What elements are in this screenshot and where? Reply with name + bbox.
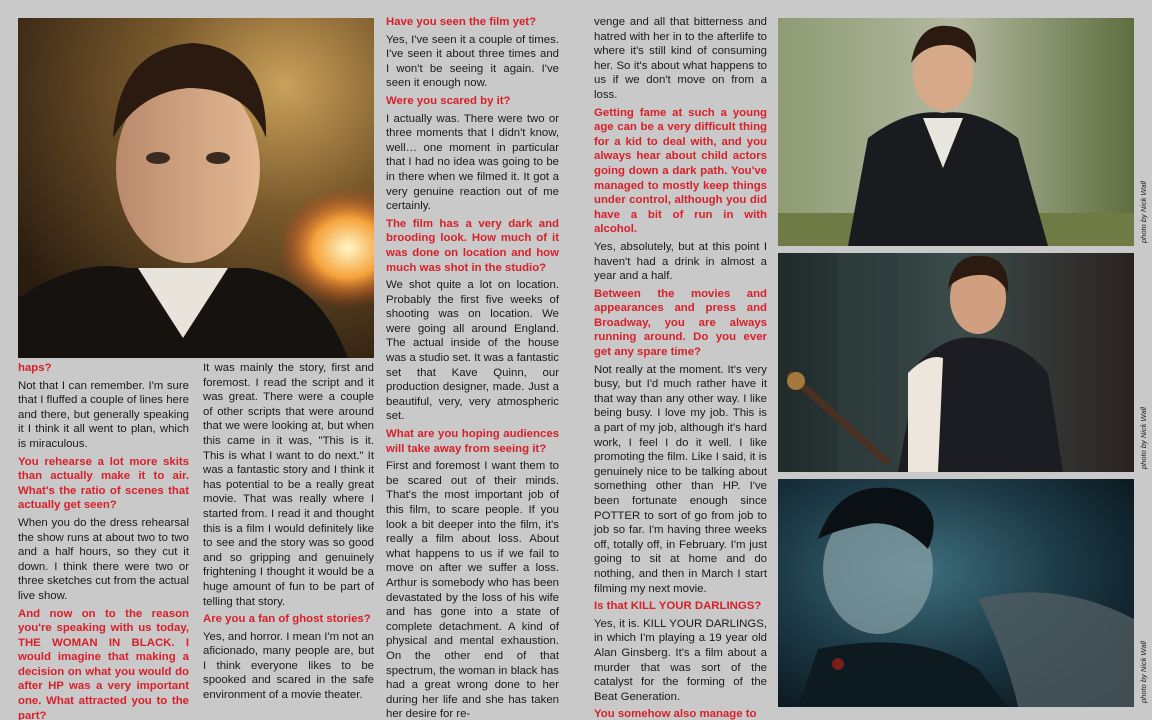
- photo-outdoor: [778, 18, 1134, 246]
- interview-question: You somehow also manage to: [594, 708, 757, 720]
- interview-answer: Yes, absolutely, but at this point I haven't had a drink in almost a year and a half.: [594, 240, 767, 283]
- interview-question: haps?: [18, 362, 52, 374]
- interview-answer: It was mainly the story, first and foremost. I read the script and it was great. There were a couple of other scripts that were around that we were looking at, but when this came in it was, "This is it. This is what I want to do next." It was a fantastic story and I think it has potential to be a really great movie. That was really where I started from. I read it and thought this is a film I would definitely like to see and the story was so good and so gripping and genuinely frightening I thought it would be a huge amount of fun to be part of telling that story.: [203, 362, 374, 608]
- article-column-1: [18, 361, 189, 720]
- interview-answer: When you do the dress rehearsal the show runs at about two to two and a half hours, so they cut it down. I think there were two or three sketches cut from the actual live show.: [18, 516, 189, 602]
- interview-question: What are you hoping audiences will take away from seeing it?: [386, 428, 559, 455]
- interview-answer: Yes, and horror. I mean I'm not an aficionado, many people are, but I think everyone likes to be spooked and scared in the safe environment of a movie theater.: [203, 630, 374, 702]
- photo-credit-2: photo by Nick Wall: [1139, 407, 1148, 469]
- interview-question: And now on to the reason you're speaking with us today, THE WOMAN IN BLACK. I would imagine that making a decision on what you would do after HP was a very important one. What attracted you to the part?: [18, 607, 189, 720]
- interview-question: Getting fame at such a young age can be a very difficult thing for a kid to deal with, and you always hear about child actors going down a dark path. You've managed to mostly keep things under control, although you did have a bit of run in with alcohol.: [594, 106, 767, 236]
- photo-interior: [778, 253, 1134, 472]
- interview-question: Were you scared by it?: [386, 94, 511, 107]
- article-column-4: [594, 15, 767, 720]
- interview-question: Between the movies and appearances and press and Broadway, you are always running around. Do you ever get any spare time?: [594, 287, 767, 359]
- interview-answer: venge and all that bitterness and hatred with her in to the afterlife to where it's still kind of consuming her. So it's about what happens to us if we don't move on from a loss.: [594, 16, 767, 101]
- article-column-3: [386, 15, 559, 720]
- interview-question: You rehearse a lot more skits than actually make it to air. What's the ratio of scenes that actually get seen?: [18, 455, 189, 512]
- interview-answer: Not that I can remember. I'm sure that I fluffed a couple of lines here and there, but generally speaking it I think it all went to plan, which is miraculous.: [18, 379, 189, 450]
- photo-credit-1: photo by Nick Wall: [1139, 181, 1148, 243]
- interview-question: Is that KILL YOUR DARLINGS?: [594, 600, 762, 613]
- interview-answer: We shot quite a lot on location. Probably the first five weeks of shooting was on location. We were going all around England. The actual inside of the house was a studio set. It was a fantastic set that Kave Quinn, our production designer, made. Just a beautiful, very, very atmospheric set.: [386, 279, 559, 423]
- interview-answer: Yes, I've seen it a couple of times. I've seen it about three times and I won't be seeing it again. I've seen it enough now.: [386, 33, 559, 90]
- interview-question: Are you a fan of ghost stories?: [203, 613, 371, 626]
- interview-answer: First and foremost I want them to be scared out of their minds. That's the most important job of this film, to scare people. If you look a bit deeper into the film, it's really a film about loss. About what happens to us if we fail to move on after we suffer a loss. Arthur is somebody who has been devastated by the loss of his wife and has gone into a state of complete detachment. A kind of physical and mental exhaustion. On the other end of that spectrum, the woman in black has had a great wrong done to her during her life and she has taken her desire for re-: [386, 460, 559, 720]
- interview-question: Have you seen the film yet?: [386, 16, 537, 28]
- interview-answer: Yes, it is. KILL YOUR DARLINGS, in which I'm playing a 19 year old Alan Ginsberg. It's a film about a murder that was sort of the catalyst for the forming of the Beat Generation.: [594, 617, 767, 703]
- interview-answer: Not really at the moment. It's very busy, but I'd much rather have it that way than any other way. I like being busy. I love my job. This is a part of my job, although it's hard work, I feel I do it well. I like promoting the film. Like I said, it is genuinely nice to be talking about something other than HP. I've been fortunate enough since POTTER to sort of go from job to job so far. I'm having three weeks off, totally off, in February. I'm just going to sit at home and do nothing, and then in March I start filming my next movie.: [594, 363, 767, 595]
- article-column-2: [203, 361, 374, 706]
- portrait-photo: [18, 18, 374, 358]
- photo-credit-3: photo by Nick Wall: [1139, 641, 1148, 703]
- interview-question: The film has a very dark and brooding look. How much of it was done on location and how much was shot in the studio?: [386, 217, 559, 274]
- photo-dark: [778, 479, 1134, 707]
- interview-answer: I actually was. There were two or three moments that I didn't know, well… one moment in particular that I had no idea was going to be in there when we filmed it. It got a very genuine reaction out of me certainly.: [386, 112, 559, 213]
